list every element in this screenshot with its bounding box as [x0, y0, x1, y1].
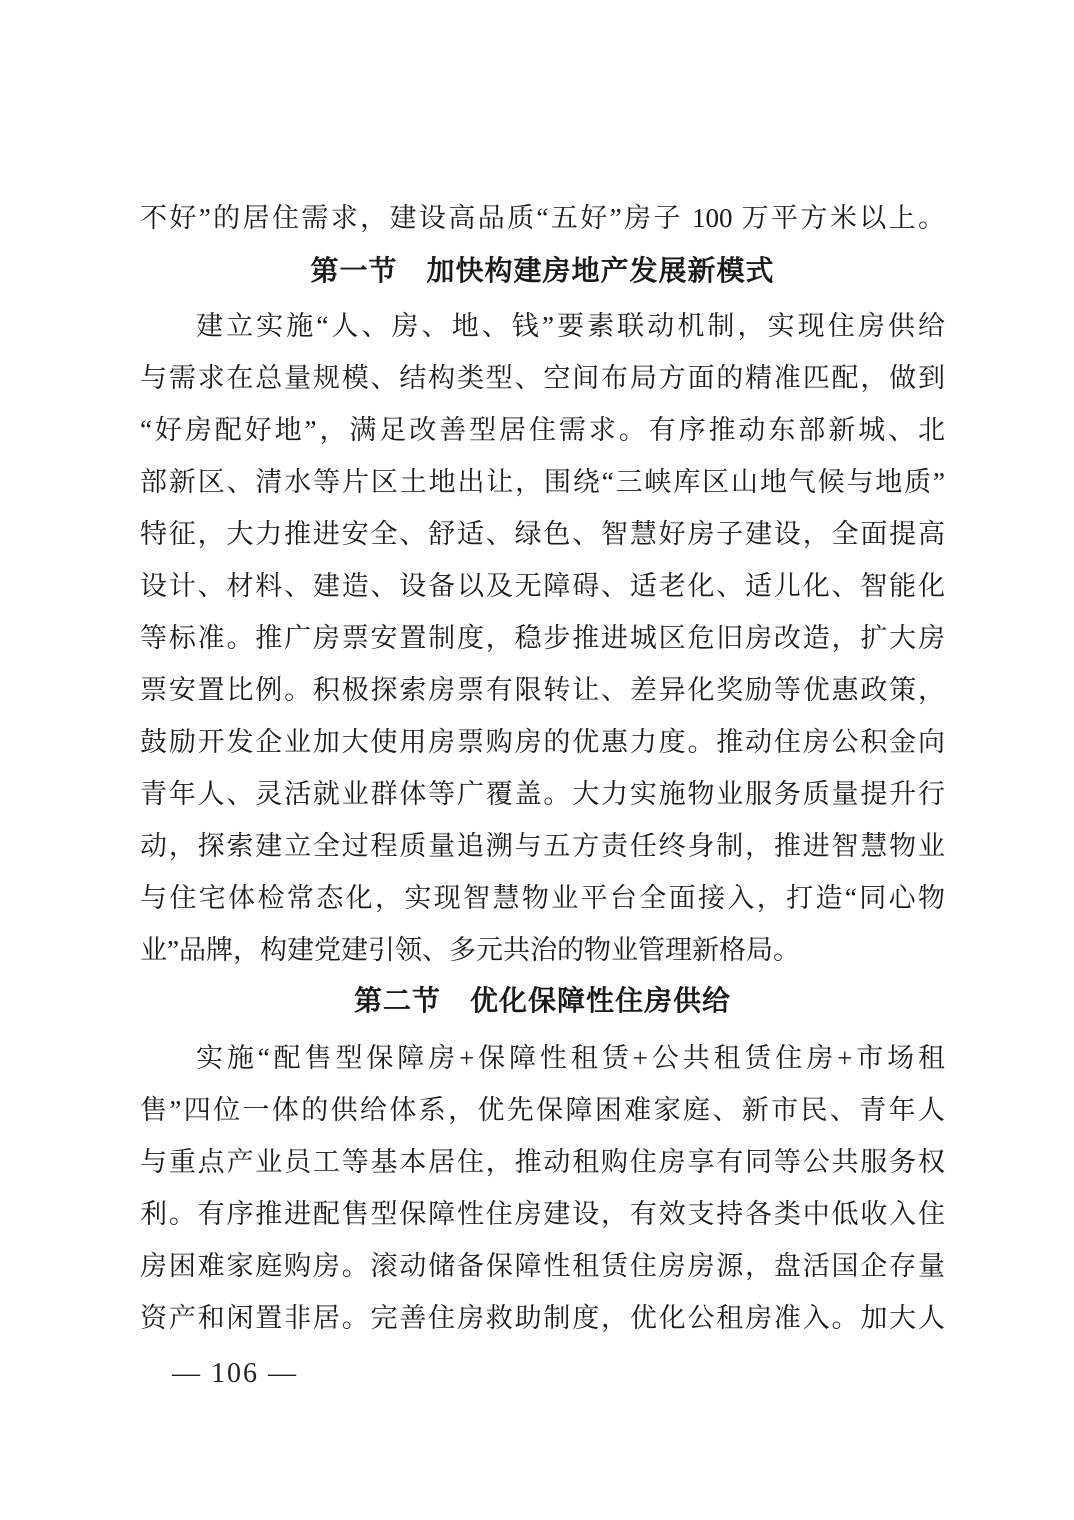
body-line: 业”品牌，构建党建引领、多元共治的物业管理新格局。 — [140, 935, 800, 965]
body-line: 特征，大力推进安全、舒适、绿色、智慧好房子建设，全面提高 — [140, 519, 945, 549]
body-line: “好房配好地”，满足改善型居住需求。有序推动东部新城、北 — [140, 415, 945, 445]
body-line: 资产和闲置非居。完善住房救助制度，优化公租房准入。加大人 — [140, 1303, 945, 1333]
section-1-heading: 第一节 加快构建房地产发展新模式 — [310, 256, 775, 287]
body-line: 与重点产业员工等基本居住，推动租购住房享有同等公共服务权 — [140, 1147, 945, 1177]
body-line: 部新区、清水等片区土地出让，围绕“三峡库区山地气候与地质” — [140, 467, 945, 497]
text-column — [140, 192, 945, 1344]
body-line: 等标准。推广房票安置制度，稳步推进城区危旧房改造，扩大房 — [140, 623, 945, 653]
body-line: 与住宅体检常态化，实现智慧物业平台全面接入，打造“同心物 — [140, 883, 945, 913]
section-2-paragraph — [140, 1032, 945, 1344]
body-line: 票安置比例。积极探索房票有限转让、差异化奖励等优惠政策， — [140, 675, 945, 705]
continuation-line: 不好”的居住需求，建设高品质“五好”房子 100 万平方米以上。 — [140, 203, 945, 233]
body-line: 利。有序推进配售型保障性住房建设，有效支持各类中低收入住 — [140, 1199, 945, 1229]
section-1-paragraph — [140, 300, 945, 976]
body-line: 售”四位一体的供给体系，优先保障困难家庭、新市民、青年人 — [140, 1095, 945, 1125]
body-line: 实施“配售型保障房+保障性租赁+公共租赁住房+市场租 — [196, 1043, 945, 1073]
body-line: 房困难家庭购房。滚动储备保障性租赁住房房源，盘活国企存量 — [140, 1251, 945, 1281]
section-2-heading: 第二节 优化保障性住房供给 — [353, 986, 731, 1017]
body-line: 与需求在总量规模、结构类型、空间布局方面的精准匹配，做到 — [140, 363, 945, 393]
body-line: 动，探索建立全过程质量追溯与五方责任终身制，推进智慧物业 — [140, 831, 945, 861]
body-line: 建立实施“人、房、地、钱”要素联动机制，实现住房供给 — [196, 311, 945, 341]
page-number: — 106 — — [172, 1358, 298, 1389]
body-line: 青年人、灵活就业群体等广覆盖。大力实施物业服务质量提升行 — [140, 779, 945, 809]
body-line: 鼓励开发企业加大使用房票购房的优惠力度。推动住房公积金向 — [140, 727, 945, 757]
body-line: 设计、材料、建造、设备以及无障碍、适老化、适儿化、智能化 — [140, 571, 945, 601]
